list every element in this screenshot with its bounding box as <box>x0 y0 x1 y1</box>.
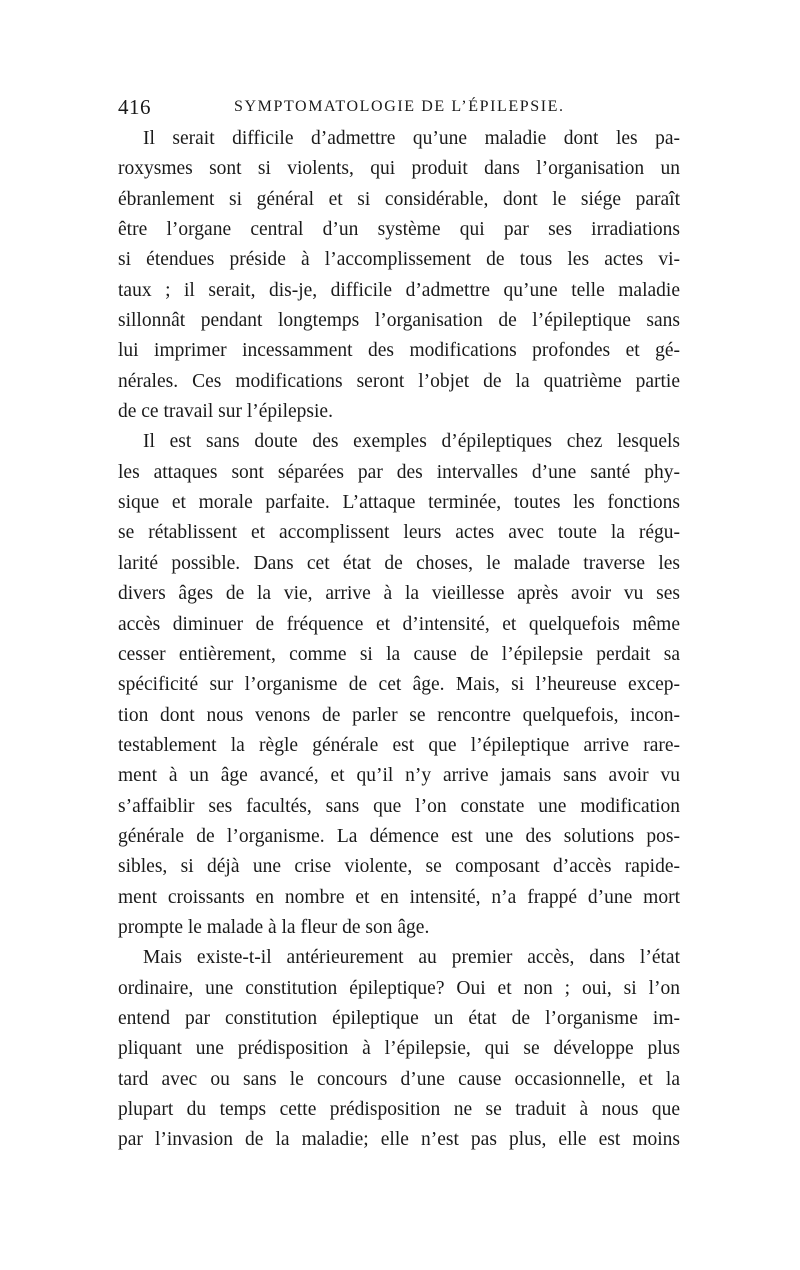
text-line: si étendues préside à l’accomplissement de tous les actes vi- <box>118 249 680 271</box>
text-line: lui imprimer incessamment des modifications profondes et gé- <box>118 340 680 362</box>
text-line: divers âges de la vie, arrive à la vieillesse après avoir vu ses <box>118 583 680 605</box>
text-line: pliquant une prédisposition à l’épilepsie, qui se développe plus <box>118 1038 680 1060</box>
text-line: s’affaiblir ses facultés, sans que l’on constate une modification <box>118 795 680 817</box>
text-line: sique et morale parfaite. L’attaque terminée, toutes les fonctions <box>118 492 680 514</box>
text-line: être l’organe central d’un système qui par ses irradiations <box>118 219 680 241</box>
text-line: plupart du temps cette prédisposition ne se traduit à nous que <box>118 1099 680 1120</box>
book-page <box>118 92 680 1156</box>
text-line: taux ; il serait, dis-je, difficile d’admettre qu’une telle maladie <box>118 279 680 301</box>
text-line: prompte le malade à la fleur de son âge. <box>118 916 430 938</box>
text-line: tard avec ou sans le concours d’une cause occasionnelle, et la <box>118 1068 680 1090</box>
text-line: nérales. Ces modifications seront l’objet de la quatrième partie <box>118 370 680 392</box>
paragraph-3 <box>118 943 680 1155</box>
text-line: ment à un âge avancé, et qu’il n’y arrive jamais sans avoir vu <box>118 765 680 787</box>
running-head <box>118 92 680 122</box>
running-head-title: SYMPTOMATOLOGIE DE L’ÉPILEPSIE. <box>234 98 565 115</box>
text-line: Il est sans doute des exemples d’épileptiques chez lesquels <box>143 431 680 453</box>
text-line: sillonnât pendant longtemps l’organisation de l’épileptique sans <box>118 310 680 332</box>
text-line: générale de l’organisme. La démence est une des solutions pos- <box>118 825 680 847</box>
paragraph-1 <box>118 124 680 427</box>
text-line: Mais existe-t-il antérieurement au premier accès, dans l’état <box>143 947 680 969</box>
page-number: 416 <box>118 95 151 119</box>
text-line: se rétablissent et accomplissent leurs actes avec toute la régu- <box>118 522 680 544</box>
text-line: par l’invasion de la maladie; elle n’est pas plus, elle est moins <box>118 1129 680 1151</box>
text-line: tion dont nous venons de parler se rencontre quelquefois, incon- <box>118 704 680 726</box>
paragraph-2 <box>118 427 680 943</box>
text-line: spécificité sur l’organisme de cet âge. Mais, si l’heureuse excep- <box>118 674 680 696</box>
text-line: accès diminuer de fréquence et d’intensité, et quelquefois même <box>118 613 680 635</box>
text-line: testablement la règle générale est que l’épileptique arrive rare- <box>118 734 680 756</box>
text-line: ébranlement si général et si considérable, dont le siége paraît <box>118 188 680 210</box>
text-line: Il serait difficile d’admettre qu’une maladie dont les pa- <box>143 128 680 149</box>
text-line: ordinaire, une constitution épileptique? Oui et non ; oui, si l’on <box>118 977 680 999</box>
text-line: ment croissants en nombre et en intensité, n’a frappé d’une mort <box>118 886 680 908</box>
text-line: cesser entièrement, comme si la cause de l’épilepsie perdait sa <box>118 643 680 665</box>
text-line: entend par constitution épileptique un état de l’organisme im- <box>118 1007 680 1029</box>
text-line: larité possible. Dans cet état de choses, le malade traverse les <box>118 552 680 574</box>
text-line: roxysmes sont si violents, qui produit dans l’organisation un <box>118 158 680 180</box>
text-line: sibles, si déjà une crise violente, se composant d’accès rapide- <box>118 856 680 878</box>
text-line: de ce travail sur l’épilepsie. <box>118 401 333 423</box>
text-line: les attaques sont séparées par des intervalles d’une santé phy- <box>118 461 680 483</box>
